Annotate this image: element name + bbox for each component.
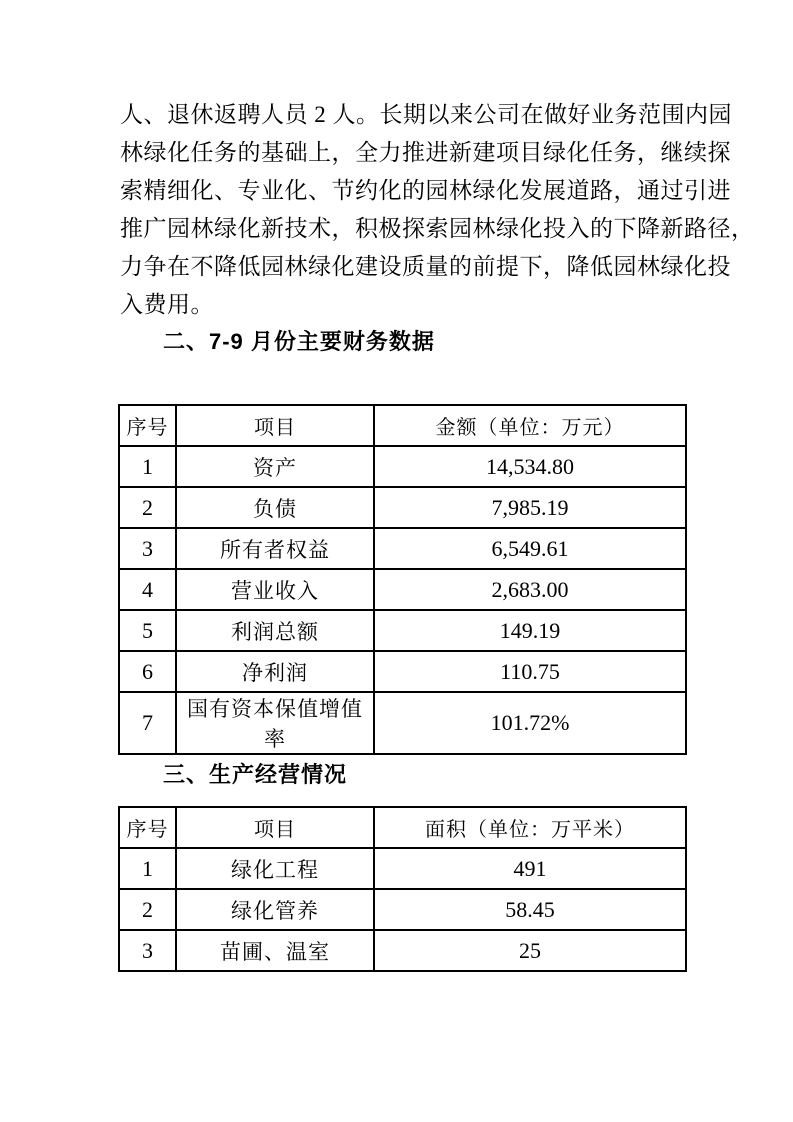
paragraph-line: 入费用。: [120, 292, 214, 317]
cell-item: 利润总额: [176, 610, 374, 651]
table-row: [119, 889, 686, 930]
cell-value: 7,985.19: [374, 487, 686, 528]
cell-index: 3: [119, 930, 176, 971]
cell-value: 101.72%: [374, 692, 686, 754]
cell-value: 2,683.00: [374, 569, 686, 610]
cell-item: 资产: [176, 446, 374, 487]
col-header-index: 序号: [119, 405, 176, 446]
cell-index: 4: [119, 569, 176, 610]
table-row: [119, 848, 686, 889]
table-row: [119, 692, 686, 754]
cell-item: 绿化管养: [176, 889, 374, 930]
cell-index: 5: [119, 610, 176, 651]
cell-index: 3: [119, 528, 176, 569]
table-row: [119, 446, 686, 487]
paragraph-line: 林绿化任务的基础上，全力推进新建项目绿化任务，继续探: [120, 140, 731, 165]
cell-value: 14,534.80: [374, 446, 686, 487]
cell-value: 6,549.61: [374, 528, 686, 569]
cell-index: 6: [119, 651, 176, 692]
table-header-row: [119, 807, 686, 848]
col-header-index: 序号: [119, 807, 176, 848]
col-header-area: 面积（单位：万平米）: [374, 807, 686, 848]
col-header-item: 项目: [176, 807, 374, 848]
cell-item: 绿化工程: [176, 848, 374, 889]
table-row: [119, 487, 686, 528]
finance-table: [118, 404, 687, 755]
table-row: [119, 569, 686, 610]
table-row: [119, 528, 686, 569]
cell-item: 所有者权益: [176, 528, 374, 569]
section-heading-finance: 二、7-9 月份主要财务数据: [163, 329, 435, 354]
cell-item: 负债: [176, 487, 374, 528]
paragraph-line: 人、退休返聘人员 2 人。长期以来公司在做好业务范围内园: [120, 102, 732, 127]
cell-index: 1: [119, 848, 176, 889]
table-row: [119, 610, 686, 651]
cell-value: 110.75: [374, 651, 686, 692]
table-header-row: [119, 405, 686, 446]
table-row: [119, 651, 686, 692]
col-header-item: 项目: [176, 405, 374, 446]
paragraph-line: 力争在不降低园林绿化建设质量的前提下，降低园林绿化投: [120, 254, 731, 279]
cell-item: 国有资本保值增值率: [176, 692, 374, 754]
cell-item: 净利润: [176, 651, 374, 692]
production-table: [118, 806, 687, 972]
cell-value: 58.45: [374, 889, 686, 930]
cell-index: 2: [119, 487, 176, 528]
cell-index: 7: [119, 692, 176, 754]
section-heading-production: 三、生产经营情况: [163, 762, 348, 787]
cell-index: 1: [119, 446, 176, 487]
cell-item: 营业收入: [176, 569, 374, 610]
paragraph-line: 推广园林绿化新技术，积极探索园林绿化投入的下降新路径，: [120, 216, 755, 241]
cell-value: 491: [374, 848, 686, 889]
table-row: [119, 930, 686, 971]
cell-index: 2: [119, 889, 176, 930]
cell-item: 苗圃、温室: [176, 930, 374, 971]
cell-value: 149.19: [374, 610, 686, 651]
paragraph-line: 索精细化、专业化、节约化的园林绿化发展道路，通过引进: [120, 178, 731, 203]
cell-value: 25: [374, 930, 686, 971]
body-paragraph: [120, 96, 755, 324]
col-header-amount: 金额（单位：万元）: [374, 405, 686, 446]
